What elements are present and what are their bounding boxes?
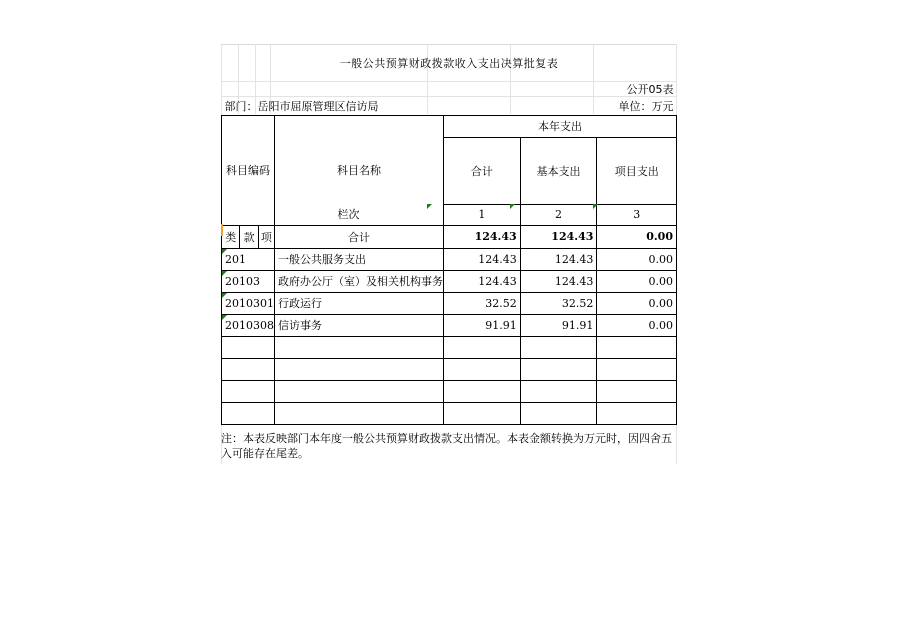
header-current-year-expense: 本年支出 xyxy=(444,115,677,137)
header-category-lei: 类 xyxy=(222,225,240,248)
row-basic: 124.43 xyxy=(520,270,597,292)
row-total: 32.52 xyxy=(444,292,521,314)
header-subject-name: 科目名称 xyxy=(275,115,444,225)
column-index-2: 2 xyxy=(520,204,597,225)
empty-row xyxy=(222,380,677,402)
cell-error-marker xyxy=(222,249,227,254)
column-index-1: 1 xyxy=(444,204,521,225)
header-project-expense: 项目支出 xyxy=(597,137,677,204)
department-label: 部门：岳阳市屈原管理区信访局 xyxy=(224,99,379,113)
budget-approval-table xyxy=(221,44,677,425)
table-row xyxy=(222,270,677,292)
row-name: 一般公共服务支出 xyxy=(275,248,444,270)
row-total: 91.91 xyxy=(444,314,521,336)
empty-row xyxy=(222,336,677,358)
header-total: 合计 xyxy=(444,137,521,204)
row-project: 0.00 xyxy=(597,248,677,270)
cell-error-marker xyxy=(222,271,227,276)
spreadsheet-sheet xyxy=(221,44,677,464)
row-basic: 32.52 xyxy=(520,292,597,314)
table-row xyxy=(222,248,677,270)
table-title: 一般公共预算财政拨款收入支出决算批复表 xyxy=(339,56,559,70)
total-row-label: 合计 xyxy=(275,225,444,248)
row-total: 124.43 xyxy=(444,248,521,270)
header-basic-expense: 基本支出 xyxy=(520,137,597,204)
row-basic: 91.91 xyxy=(520,314,597,336)
total-row-basic: 124.43 xyxy=(520,225,597,248)
unit-label: 单位：万元 xyxy=(618,99,674,113)
row-name: 信访事务 xyxy=(275,314,444,336)
cell-error-marker xyxy=(427,204,432,209)
cell-error-marker xyxy=(510,204,515,209)
cell-error-marker xyxy=(593,204,598,209)
empty-row xyxy=(222,402,677,424)
row-code: 20103 xyxy=(222,270,275,292)
total-row-total: 124.43 xyxy=(444,225,521,248)
row-name: 行政运行 xyxy=(275,292,444,314)
table-row xyxy=(222,292,677,314)
row-name: 政府办公厅（室）及相关机构事务 xyxy=(275,270,444,292)
header-category-xiang: 项 xyxy=(258,225,274,248)
row-code: 201 xyxy=(222,248,275,270)
column-index-3: 3 xyxy=(597,204,677,225)
row-project: 0.00 xyxy=(597,292,677,314)
column-index-label: 栏次 xyxy=(337,208,360,221)
cell-error-marker xyxy=(222,293,227,298)
row-code: 2010308 xyxy=(222,314,275,336)
row-code: 2010301 xyxy=(222,292,275,314)
row-basic: 124.43 xyxy=(520,248,597,270)
table-row xyxy=(222,314,677,336)
header-category-kuan: 款 xyxy=(240,225,258,248)
empty-row xyxy=(222,358,677,380)
cell-error-marker xyxy=(222,315,227,320)
row-project: 0.00 xyxy=(597,270,677,292)
total-row-project: 0.00 xyxy=(597,225,677,248)
row-project: 0.00 xyxy=(597,314,677,336)
header-subject-code: 科目编码 xyxy=(222,115,275,225)
cell-selection-indicator xyxy=(221,224,223,236)
row-total: 124.43 xyxy=(444,270,521,292)
table-footnote: 注：本表反映部门本年度一般公共预算财政拨款支出情况。本表金额转换为万元时，因四舍五入可能存在尾差。 xyxy=(221,432,672,460)
form-number: 公开05表 xyxy=(626,83,674,96)
